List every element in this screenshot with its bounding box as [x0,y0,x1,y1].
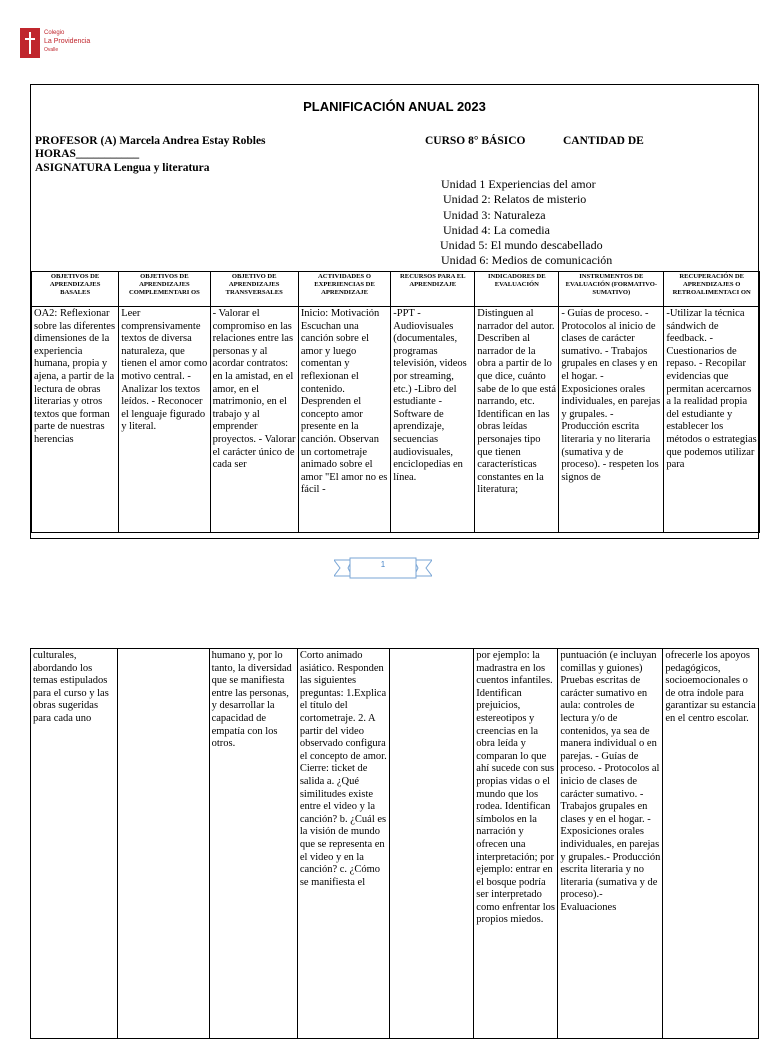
planning-table-page-2 [30,648,759,1039]
table-cell: OA2: Reflexionar sobre las diferentes dimensiones de la experiencia humana, propia y ajena, a partir de la lectura de obras literarias y otros textos que forman parte de nuestras herencias [32,307,119,533]
units-list [441,177,612,269]
table-cell: Leer comprensivamente textos de diversa naturaleza, que tienen el amor como motivo central. - Analizar los textos leídos. - Reconocer el lenguaje figurado y literal. [119,307,210,533]
column-header: OBJETIVOS DE APRENDIZAJES BASALES [32,272,119,307]
table-cell: puntuación (e incluyan comillas y guiones) Pruebas escritas de carácter sumativo en aula: controles de lectura y/o de contenidos, ya sea de manera individual o en parejas. - Guías de proceso. - Protocolos al inicio de clases de carácter sumativo. - Trabajos grupales en clases y en el hogar. - Exposiciones orales individuales, en parejas y grupales.- Producción escrita literaria y no literaria (sumativa y de proceso).- Evaluaciones [558,649,663,1039]
unit-item: Unidad 5: El mundo descabellado [440,238,603,253]
logo-line-2: La Providencia [44,38,91,45]
column-header: INSTRUMENTOS DE EVALUACIÓN (FORMATIVO-SUMATIVO) [559,272,664,307]
logo-line-3: Ovalle [44,47,59,53]
profesor-field: PROFESOR (A) Marcela Andrea Estay Robles [35,135,266,147]
column-header: RECUPERACIÓN DE APRENDIZAJES O RETROALIMENTACI ON [664,272,760,307]
table-cell: humano y, por lo tanto, la diversidad que se manifiesta entre las personas, y desarrollar la capacidad de empatía con los otros. [209,649,297,1039]
page-number: 1 [380,560,386,569]
asignatura-field: ASIGNATURA Lengua y literatura [35,162,210,174]
table-cell: - Guías de proceso. - Protocolos al inicio de clases de carácter sumativo. - Trabajos grupales en clases y en el hogar. - Exposiciones orales individuales, en parejas y grupales. - Producción escrita literaria y no literaria (sumativa y de proceso). - respeten los signos de [559,307,664,533]
table-cell [390,649,474,1039]
table-cell [118,649,209,1039]
curso-field: CURSO 8° BÁSICO [425,135,526,147]
table-cell: por ejemplo: la madrastra en los cuentos infantiles. Identifican prejuicios, estereotipos y creencias en la obra leída y comparan lo que ahí sucede con sus propias vidas o el mundo que los rodea. Identifican símbolos en la narración y ofrecen una interpretación; por ejemplo: entrar en el bosque podría ser interpretado como enfrentar los propios miedos. [474,649,558,1039]
table-cell: - Valorar el compromiso en las relaciones entre las personas y al acordar contratos: en la amistad, en el amor, en el matrimonio, en el trabajo y al emprender proyectos. - Valorar el carácter único de cada ser [210,307,298,533]
table-header-row [32,272,760,307]
column-header: ACTIVIDADES O EXPERIENCIAS DE APRENDIZAJE [298,272,390,307]
horas-field: HORAS___________ [35,148,140,160]
table-cell: -Utilizar la técnica sándwich de feedback. -Cuestionarios de repaso. - Recopilar evidencias que permitan acercarnos a la realidad propia del estudiante y establecer los métodos o estrategias que podemos utilizar para [664,307,760,533]
column-header: OBJETIVO DE APRENDIZAJES TRANSVERSALES [210,272,298,307]
page-1-frame [30,84,759,539]
unit-item: Unidad 6: Medios de comunicación [441,253,613,268]
table-cell: Inicio: Motivación Escuchan una canción sobre el amor y luego comentan y reflexionan el contenido. Desprenden el concepto amor presente en la canción. Observan un cortometraje animado sobre el amor "El amor no es fácil - [298,307,390,533]
table-cell: culturales, abordando los temas estipulados para el curso y las obras sugeridas para cada uno [31,649,118,1039]
table-row [32,307,760,533]
column-header: INDICADORES DE EVALUACIÓN [475,272,559,307]
page-number-ribbon [334,556,432,580]
table-row [31,649,759,1039]
unit-item: Unidad 3: Naturaleza [443,207,546,222]
cross-shield-icon [20,28,40,58]
table-cell: -PPT - Audiovisuales (documentales, programas televisión, videos por streaming, etc.) -Libro del estudiante - Software de aprendizaje, secuencias audiovisuales, enciclopedias en línea. [391,307,475,533]
cantidad-field: CANTIDAD DE [563,135,644,147]
document-title: PLANIFICACIÓN ANUAL 2023 [303,99,486,114]
logo-line-1: Colegio [44,30,65,36]
unit-item: Unidad 1 Experiencias del amor [441,177,596,191]
school-logo [20,28,140,62]
unit-item: Unidad 4: La comedia [443,222,550,237]
column-header: OBJETIVOS DE APRENDIZAJES COMPLEMENTARI OS [119,272,210,307]
unit-item: Unidad 2: Relatos de misterio [443,192,587,207]
table-cell: Distinguen al narrador del autor. Describen al narrador de la obra a partir de lo que dice, cuánto sabe de lo que está narrando, etc. Identifican en las obras leídas personajes tipo que tienen características constantes en la literatura; [475,307,559,533]
column-header: RECURSOS PARA EL APRENDIZAJE [391,272,475,307]
table-cell: ofrecerle los apoyos pedagógicos, socioemocionales o de otra índole para garantizar su estancia en el centro escolar. [663,649,759,1039]
table-cell: Corto animado asiático. Responden las siguientes preguntas: 1.Explica el título del cortometraje. 2. A partir del video observado configura el concepto de amor. Cierre: ticket de salida a. ¿Qué similitudes existe entre el video y la canción? b. ¿Cuál es la visión de mundo que se representa en el video y en la canción? c. ¿Cómo se manifiesta el [297,649,389,1039]
planning-table-page-1 [31,271,760,533]
